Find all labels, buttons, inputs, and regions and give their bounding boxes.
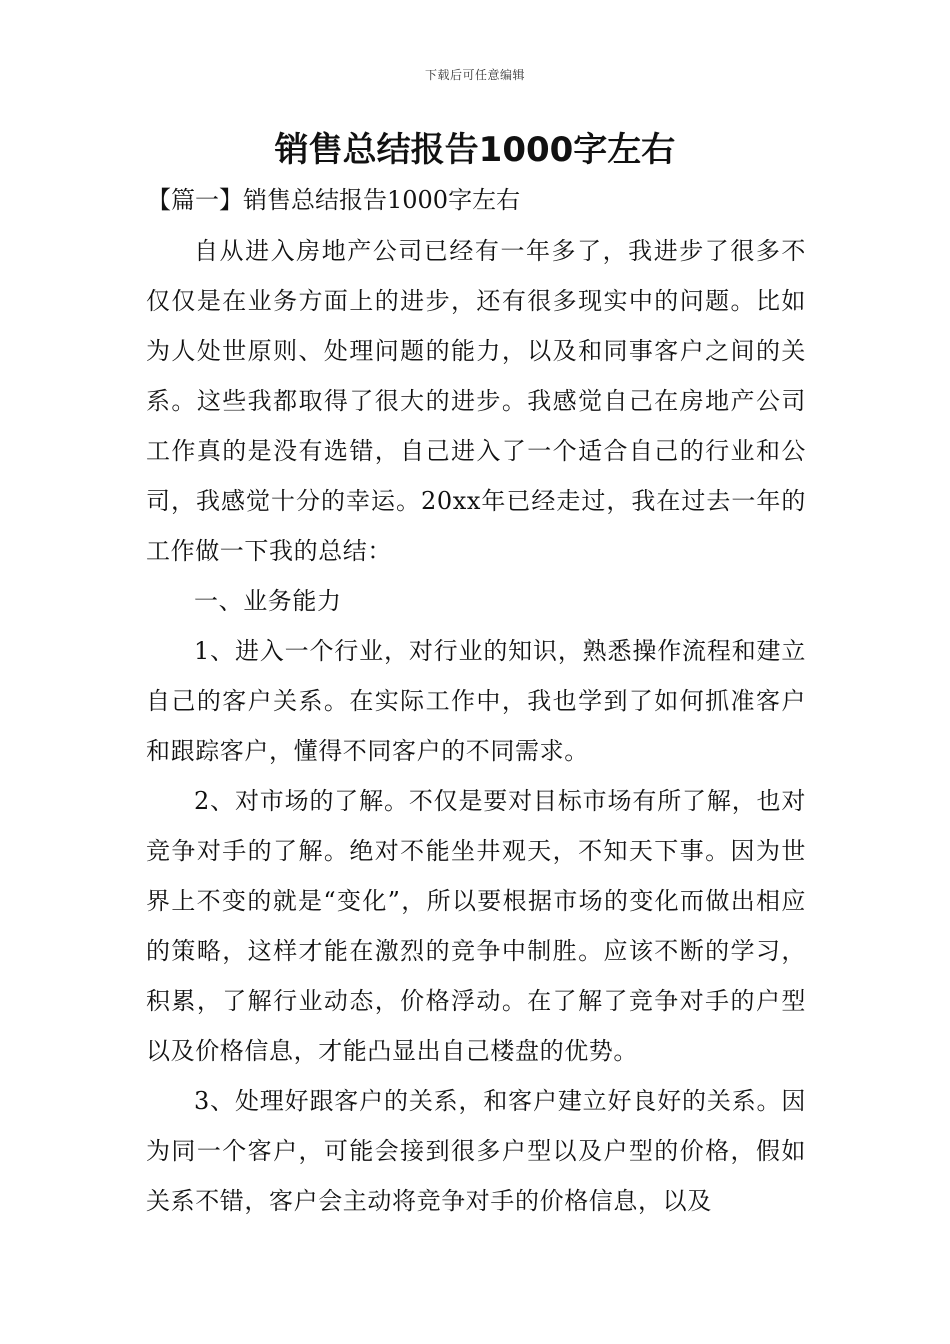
- paragraph-item-2: 2、对市场的了解。不仅是要对目标市场有所了解，也对竞争对手的了解。绝对不能坐井观天，不知天下事。因为世界上不变的就是“变化”，所以要根据市场的变化而做出相应的策略，这样才能在激烈的竞争中制胜。应该不断的学习，积累，了解行业动态，价格浮动。在了解了竞争对手的户型以及价格信息，才能凸显出自己楼盘的优势。: [146, 787, 806, 1065]
- paragraph-item-3: 3、处理好跟客户的关系，和客户建立好良好的关系。因为同一个客户，可能会接到很多户型以及户型的价格，假如关系不错，客户会主动将竞争对手的价格信息，以及: [146, 1087, 806, 1215]
- document-body: [146, 226, 806, 1226]
- paragraph-intro: 自从进入房地产公司已经有一年多了，我进步了很多不仅仅是在业务方面上的进步，还有很多现实中的问题。比如为人处世原则、处理问题的能力，以及和同事客户之间的关系。这些我都取得了很大的进步。我感觉自己在房地产公司工作真的是没有选错，自己进入了一个适合自己的行业和公司，我感觉十分的幸运。20xx年已经走过，我在过去一年的工作做一下我的总结：: [146, 237, 806, 565]
- header-note: 下载后可任意编辑: [424, 68, 525, 82]
- document-title: 销售总结报告1000字左右: [274, 130, 676, 170]
- paragraph-subheading-business-ability: 一、业务能力: [194, 587, 342, 615]
- section-heading: 【篇一】销售总结报告1000字左右: [147, 186, 521, 214]
- paragraph-item-1: 1、进入一个行业，对行业的知识，熟悉操作流程和建立自己的客户关系。在实际工作中，我也学到了如何抓准客户和跟踪客户，懂得不同客户的不同需求。: [146, 637, 806, 765]
